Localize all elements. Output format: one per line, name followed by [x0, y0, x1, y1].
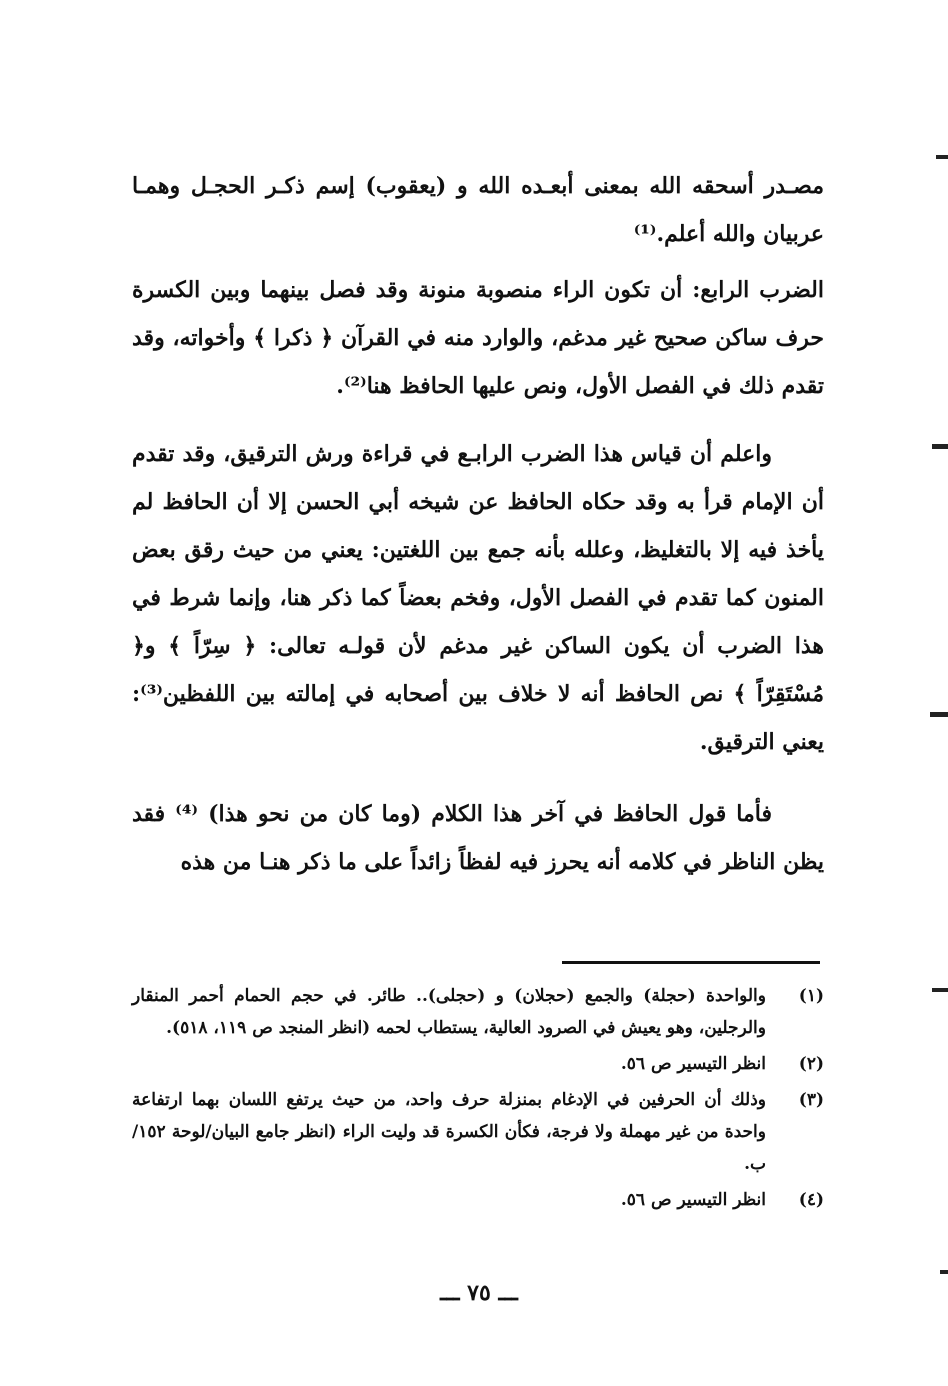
footnote-1 [132, 980, 824, 1044]
paragraph-1-text: مصـدر أسحقه الله بمعنى أبعـده الله و (يعقوب) إسم ذكـر الحجـل وهمـا عربيان والله أعلم.⁽¹⁾ [132, 173, 824, 247]
footnotes [132, 980, 824, 1220]
scan-edge-mark [940, 1270, 948, 1274]
footnote-4 [132, 1184, 824, 1216]
footnote-text: وذلك أن الحرفين في الإدغام بمنزلة حرف واحد، من حيث يرتفع اللسان بهما ارتفاعة واحدة من غير مهملة ولا فرجة، فكأن الكسرة قد وليت الراء (انظر جامع البيان/لوحة ١٥٢/ب. [132, 1090, 766, 1174]
footnote-number: (٣) [798, 1090, 824, 1110]
footnote-text: انظر التيسير ص ٥٦. [620, 1054, 766, 1074]
footnote-2 [132, 1048, 824, 1080]
paragraph-3 [132, 430, 824, 766]
scan-edge-mark [930, 712, 948, 717]
scan-edge-mark [932, 444, 948, 449]
paragraph-2-text: أن تكون الراء منصوبة منونة وقد فصل بينهما وبين الكسرة حرف ساكن صحيح غير مدغم، والوارد منه في القرآن ﴿ ذكرا ﴾ وأخواته، وقد تقدم ذلك في الفصل الأول، ونص عليها الحافظ هنا⁽²⁾. [132, 277, 824, 399]
paragraph-2 [132, 266, 824, 410]
footnote-number: (٢) [798, 1054, 824, 1074]
page-number: ـــ ٧٥ ـــ [440, 1280, 518, 1306]
paragraph-1 [132, 162, 824, 258]
footnote-3 [132, 1084, 824, 1180]
footnote-separator [562, 961, 820, 964]
footnote-text: انظر التيسير ص ٥٦. [620, 1190, 766, 1210]
footnote-number: (٤) [798, 1190, 824, 1210]
paragraph-4-text: فأما قول الحافظ في آخر هذا الكلام (وما كان من نحو هذا) ⁽⁴⁾ فقد يظن الناظر في كلامه أنه يحرز فيه لفظاً زائداً على ما ذكر هنـا من هذه [132, 801, 824, 875]
footnote-number: (١) [798, 986, 824, 1006]
footnote-text: والواحدة (حجلة) والجمع (حجلان) و (حجلى).. طائر. في حجم الحمام أحمر المنقار والرجلين، وهو يعيش في الصرود العالية، يستطاب لحمه (انظر المنجد ص ١١٩، ٥١٨). [132, 986, 766, 1038]
paragraph-3-text: واعلم أن قياس هذا الضرب الرابـع في قراءة ورش الترقيق، وقد تقدم أن الإمام قرأ به وقد حكاه الحافظ عن شيخه أبي الحسن إلا أن الحافظ لم يأخذ فيه إلا بالتغليظ، وعلله بأنه جمع بين اللغتين: يعني من حيث رقق بعض المنون كما تقدم في الفصل الأول، وفخم بعضاً كما ذكر هنا، وإنما شرط في هذا الضرب أن يكون الساكن غير مدغم لأن قولـه تعالى: ﴿ سِرّاً ﴾ و﴿ مُسْتَقِرّاً ﴾ نص الحافظ أنه لا خلاف بين أصحابه في إمالته بين اللفظين⁽³⁾: يعني الترقيق. [132, 441, 824, 755]
paragraph-2-heading: الضرب الرابع: [692, 277, 824, 303]
scan-edge-mark [932, 988, 948, 992]
scan-edge-mark [936, 155, 948, 159]
paragraph-4 [132, 790, 824, 886]
